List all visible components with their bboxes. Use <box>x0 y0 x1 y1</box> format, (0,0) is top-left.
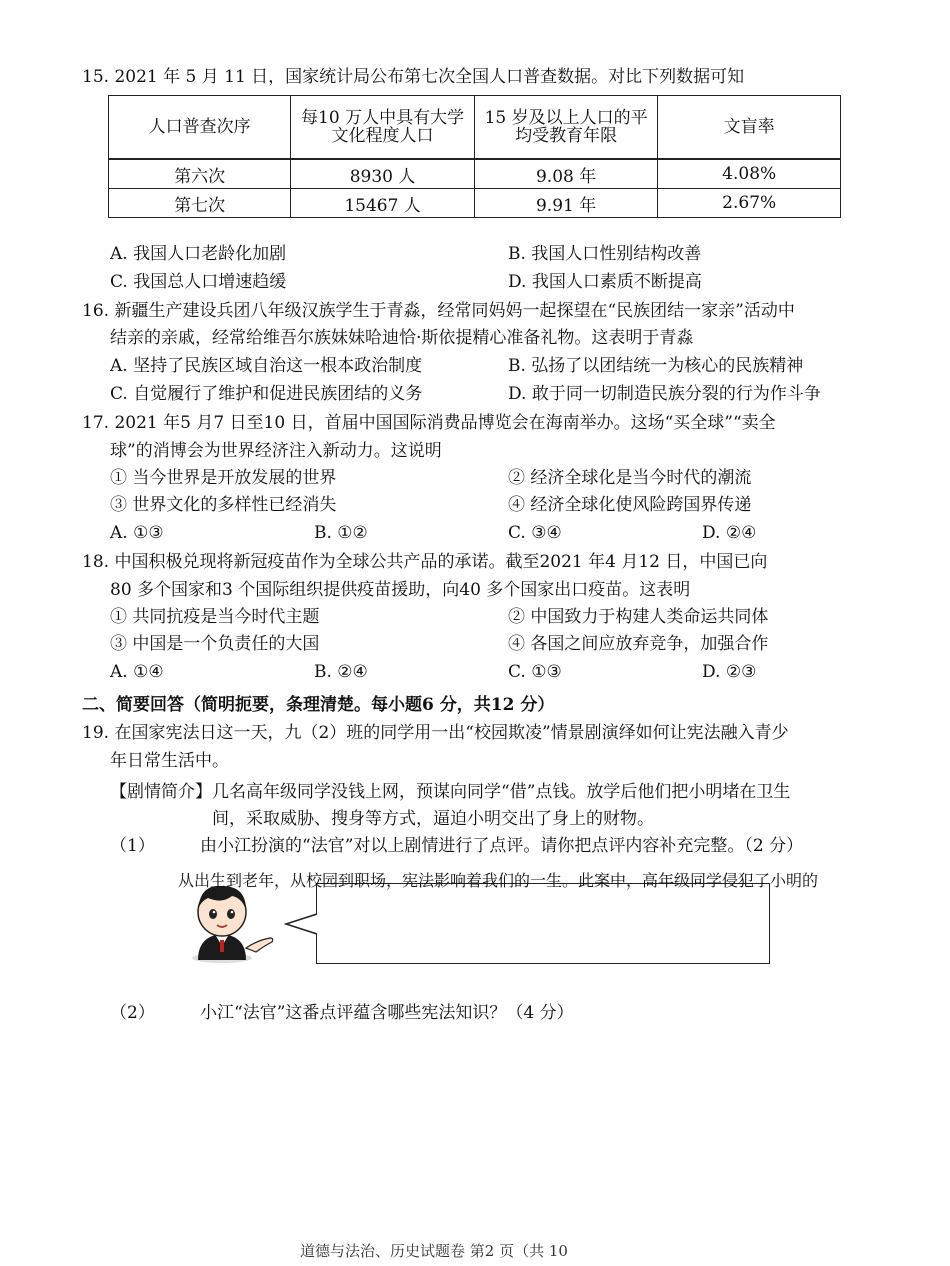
sub-question-1-number: （1） <box>110 836 155 856</box>
q16-stem-line1: 16. 新疆生产建设兵团八年级汉族学生于青淼，经常同妈妈一起探望在“民族团结一家亲”活动中 <box>82 301 795 321</box>
table-header-row <box>109 96 841 160</box>
q16-option-c[interactable]: C. 自觉履行了维护和促进民族团结的义务 <box>110 384 423 404</box>
table-cell: 第七次 <box>109 189 291 218</box>
table-header-cell: 文盲率 <box>658 96 841 160</box>
speech-bubble <box>316 883 770 964</box>
plot-line2: 间，采取威胁、搜身等方式，逼迫小明交出了身上的财物。 <box>212 809 654 829</box>
sub-question-2-text: 小江“法官”这番点评蕴含哪些宪法知识？（4 分） <box>200 1003 574 1023</box>
q16-stem-line2: 结亲的亲戚，经常给维吾尔族妹妹哈迪恰·斯依提精心准备礼物。这表明于青淼 <box>110 328 694 348</box>
table-header-cell: 人口普查次序 <box>109 96 291 160</box>
q18-item-1: ① 共同抗疫是当今时代主题 <box>110 607 320 627</box>
q15-stem: 15. 2021 年 5 月 11 日，国家统计局公布第七次全国人口普查数据。对比下列数据可知 <box>82 67 745 87</box>
q18-stem-line1: 18. 中国积极兑现将新冠疫苗作为全球公共产品的承诺。截至2021 年4 月12 日，中国已向 <box>82 552 768 572</box>
q17-item-4: ④ 经济全球化使风险跨国界传递 <box>508 495 752 515</box>
section-heading: 二、简要回答（简明扼要，条理清楚。每小题6 分，共12 分） <box>82 695 555 715</box>
q18-option-b[interactable]: B. ②④ <box>314 662 368 682</box>
judge-comment-text: 从出生到老年，从校园到职场，宪法影响着我们的一生。此案中，高年级同学侵犯了小明的 <box>178 871 819 890</box>
q15-option-c[interactable]: C. 我国总人口增速趋缓 <box>110 272 287 292</box>
sub-question-1-text: 由小江扮演的“法官”对以上剧情进行了点评。请你把点评内容补充完整。（2 分） <box>200 836 804 856</box>
q19-stem-line2: 年日常生活中。 <box>110 751 229 771</box>
table-header-cell: 每10 万人中具有大学文化程度人口 <box>291 96 475 160</box>
q17-option-b[interactable]: B. ①② <box>314 523 368 543</box>
table-cell: 4.08% <box>658 159 841 189</box>
q19-stem-line1: 19. 在国家宪法日这一天，九（2）班的同学用一出“校园欺凌”情景剧演绎如何让宪法融入青少 <box>82 723 789 743</box>
q18-item-3: ③ 中国是一个负责任的大国 <box>110 634 320 654</box>
q17-item-1: ① 当今世界是开放发展的世界 <box>110 468 337 488</box>
plot-label: 【剧情简介】 <box>110 782 212 802</box>
page-footer: 道德与法治、历史试题卷 第2 页（共 10 <box>300 1242 568 1260</box>
q17-option-a[interactable]: A. ①③ <box>110 523 164 543</box>
q17-item-2: ② 经济全球化是当今时代的潮流 <box>508 468 752 488</box>
q18-option-c[interactable]: C. ①③ <box>508 662 562 682</box>
q18-stem-line2: 80 多个国家和3 个国际组织提供疫苗援助，向40 多个国家出口疫苗。这表明 <box>110 580 691 600</box>
table-row <box>109 189 841 218</box>
census-table <box>108 95 841 218</box>
speech-bubble-tail <box>284 912 318 936</box>
q16-option-d[interactable]: D. 敢于同一切制造民族分裂的行为作斗争 <box>508 384 821 404</box>
sub-question-2-number: （2） <box>110 1003 155 1023</box>
q17-stem-line2: 球”的消博会为世界经济注入新动力。这说明 <box>110 441 442 461</box>
q16-option-b[interactable]: B. 弘扬了以团结统一为核心的民族精神 <box>508 356 804 376</box>
table-cell: 2.67% <box>658 189 841 218</box>
q18-item-4: ④ 各国之间应放弃竞争，加强合作 <box>508 634 769 654</box>
q18-option-a[interactable]: A. ①④ <box>110 662 164 682</box>
table-cell: 9.91 年 <box>474 189 657 218</box>
q15-option-a[interactable]: A. 我国人口老龄化加剧 <box>110 244 287 264</box>
plot-line1: 几名高年级同学没钱上网，预谋向同学“借”点钱。放学后他们把小明堵在卫生 <box>212 782 791 802</box>
q17-stem-line1: 17. 2021 年5 月7 日至10 日，首届中国国际消费品博览会在海南举办。这场“买全球”“卖全 <box>82 413 776 433</box>
q18-item-2: ② 中国致力于构建人类命运共同体 <box>508 607 769 627</box>
table-cell: 第六次 <box>109 159 291 189</box>
q17-item-3: ③ 世界文化的多样性已经消失 <box>110 495 337 515</box>
q15-option-d[interactable]: D. 我国人口素质不断提高 <box>508 272 702 292</box>
q16-option-a[interactable]: A. 坚持了民族区域自治这一根本政治制度 <box>110 356 423 376</box>
q18-option-d[interactable]: D. ②③ <box>702 662 757 682</box>
q17-option-d[interactable]: D. ②④ <box>702 523 757 543</box>
table-cell: 9.08 年 <box>474 159 657 189</box>
table-row <box>109 159 841 189</box>
q15-option-b[interactable]: B. 我国人口性别结构改善 <box>508 244 702 264</box>
table-cell: 15467 人 <box>291 189 475 218</box>
judge-cartoon-icon <box>186 880 278 964</box>
table-header-cell: 15 岁及以上人口的平均受教育年限 <box>474 96 657 160</box>
q17-option-c[interactable]: C. ③④ <box>508 523 562 543</box>
table-cell: 8930 人 <box>291 159 475 189</box>
